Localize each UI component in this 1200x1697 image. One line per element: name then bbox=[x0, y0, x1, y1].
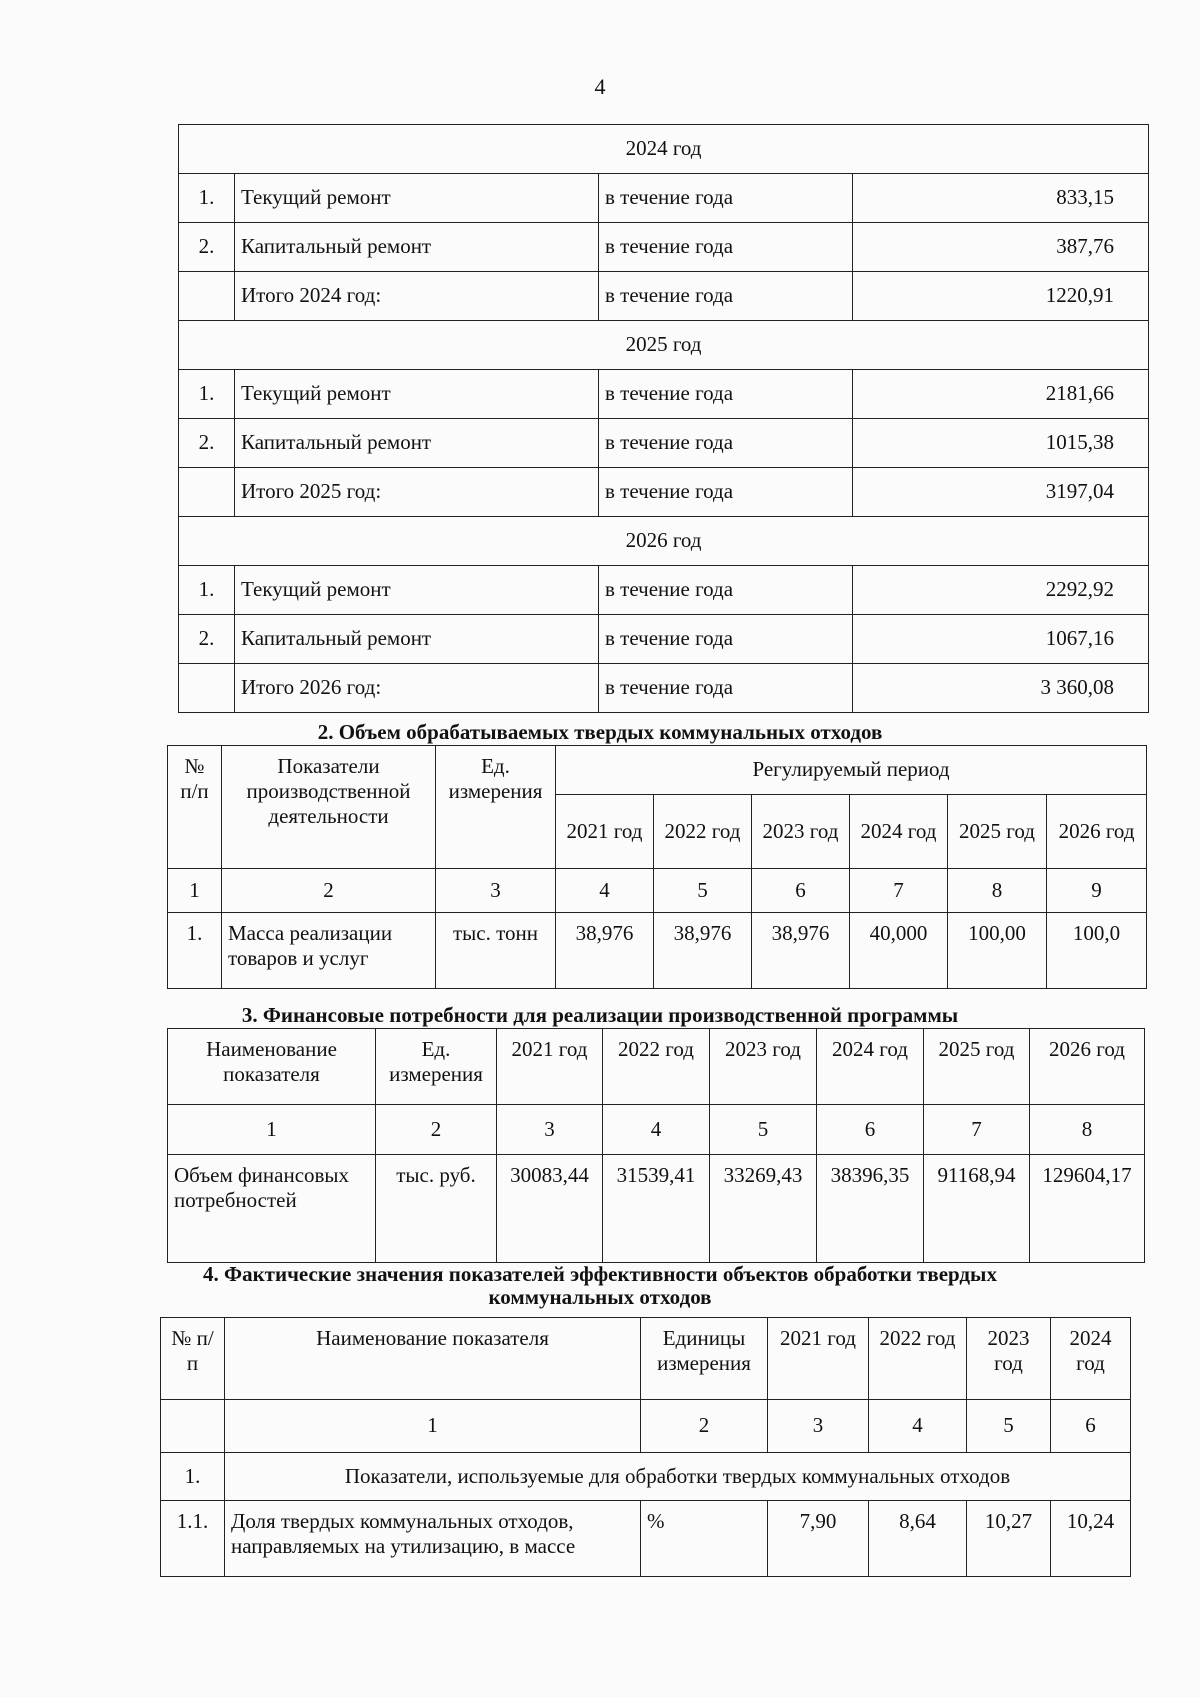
col-number: 5 bbox=[654, 869, 752, 913]
col-number: 2 bbox=[222, 869, 436, 913]
row-value: 38,976 bbox=[654, 913, 752, 989]
row-value: 1015,38 bbox=[853, 419, 1149, 468]
row-number: 2. bbox=[179, 419, 235, 468]
header-year: 2022 год bbox=[603, 1029, 710, 1105]
table-row bbox=[179, 664, 1149, 713]
repair-year-2025 bbox=[179, 321, 1149, 517]
header-indicator: Показатели производственной деятельности bbox=[222, 746, 436, 869]
row-value: 31539,41 bbox=[603, 1155, 710, 1263]
col-number: 8 bbox=[948, 869, 1047, 913]
header-year: 2021 год bbox=[497, 1029, 603, 1105]
header-name: Наименование показателя bbox=[225, 1318, 641, 1400]
row-value: 3197,04 bbox=[853, 468, 1149, 517]
header-year: 2022 год bbox=[654, 795, 752, 869]
col-number: 6 bbox=[1051, 1400, 1131, 1453]
row-name: Текущий ремонт bbox=[235, 174, 599, 223]
row-number: 1. bbox=[179, 566, 235, 615]
col-number: 9 bbox=[1047, 869, 1147, 913]
header-unit: Единицы измерения bbox=[641, 1318, 768, 1400]
row-name: Итого 2025 год: bbox=[235, 468, 599, 517]
col-number: 7 bbox=[924, 1105, 1030, 1155]
row-period: в течение года bbox=[599, 223, 853, 272]
row-name: Капитальный ремонт bbox=[235, 615, 599, 664]
row-value: 2181,66 bbox=[853, 370, 1149, 419]
row-number bbox=[179, 664, 235, 713]
table-row bbox=[179, 615, 1149, 664]
row-name: Текущий ремонт bbox=[235, 370, 599, 419]
volume-table bbox=[167, 745, 1147, 989]
row-unit: % bbox=[641, 1501, 768, 1577]
row-value: 10,24 bbox=[1051, 1501, 1131, 1577]
col-number: 5 bbox=[710, 1105, 817, 1155]
column-numbers-row bbox=[168, 869, 1147, 913]
row-period: в течение года bbox=[599, 566, 853, 615]
header-year: 2025 год bbox=[948, 795, 1047, 869]
col-number: 3 bbox=[768, 1400, 869, 1453]
col-number: 2 bbox=[376, 1105, 497, 1155]
row-value: 2292,92 bbox=[853, 566, 1149, 615]
row-number: 2. bbox=[179, 615, 235, 664]
header-year: 2024 год bbox=[1051, 1318, 1131, 1400]
row-value: 100,00 bbox=[948, 913, 1047, 989]
col-number: 6 bbox=[817, 1105, 924, 1155]
row-period: в течение года bbox=[599, 370, 853, 419]
row-number bbox=[179, 272, 235, 321]
row-name: Капитальный ремонт bbox=[235, 419, 599, 468]
header-unit: Ед. измерения bbox=[436, 746, 556, 869]
section-4-title-line1: 4. Фактические значения показателей эффективности объектов обработки твердых bbox=[203, 1262, 997, 1286]
row-number: 1. bbox=[179, 174, 235, 223]
table-row bbox=[179, 468, 1149, 517]
header-unit: Ед. измерения bbox=[376, 1029, 497, 1105]
col-number: 7 bbox=[850, 869, 948, 913]
row-name: Капитальный ремонт bbox=[235, 223, 599, 272]
row-period: в течение года bbox=[599, 174, 853, 223]
row-value: 1220,91 bbox=[853, 272, 1149, 321]
row-name: Масса реализации товаров и услуг bbox=[222, 913, 436, 989]
year-heading: 2025 год bbox=[179, 321, 1149, 370]
col-number: 5 bbox=[967, 1400, 1051, 1453]
row-number bbox=[179, 468, 235, 517]
table-row bbox=[168, 1155, 1145, 1263]
col-number: 3 bbox=[497, 1105, 603, 1155]
header-year: 2026 год bbox=[1047, 795, 1147, 869]
col-number: 6 bbox=[752, 869, 850, 913]
repair-table bbox=[178, 124, 1149, 713]
section-4-title-line2: коммунальных отходов bbox=[488, 1285, 712, 1310]
row-value: 38,976 bbox=[556, 913, 654, 989]
header-year: 2023 год bbox=[967, 1318, 1051, 1400]
row-value: 3 360,08 bbox=[853, 664, 1149, 713]
header-year: 2022 год bbox=[869, 1318, 967, 1400]
row-unit: тыс. тонн bbox=[436, 913, 556, 989]
col-number: 4 bbox=[603, 1105, 710, 1155]
row-value: 40,000 bbox=[850, 913, 948, 989]
table-row bbox=[161, 1501, 1131, 1577]
column-numbers-row bbox=[168, 1105, 1145, 1155]
section-3-title: 3. Финансовые потребности для реализации производственной программы bbox=[241, 1003, 959, 1027]
row-period: в течение года bbox=[599, 272, 853, 321]
column-numbers-row bbox=[161, 1400, 1131, 1453]
row-period: в течение года bbox=[599, 468, 853, 517]
header-year: 2023 год bbox=[710, 1029, 817, 1105]
header-period: Регулируемый период bbox=[556, 746, 1147, 795]
row-period: в течение года bbox=[599, 419, 853, 468]
year-heading: 2024 год bbox=[179, 125, 1149, 174]
table-row bbox=[168, 913, 1147, 989]
row-unit: тыс. руб. bbox=[376, 1155, 497, 1263]
row-value: 129604,17 bbox=[1030, 1155, 1145, 1263]
row-value: 38396,35 bbox=[817, 1155, 924, 1263]
header-year: 2026 год bbox=[1030, 1029, 1145, 1105]
header-name: Наименование показателя bbox=[168, 1029, 376, 1105]
row-number: 2. bbox=[179, 223, 235, 272]
row-name: Текущий ремонт bbox=[235, 566, 599, 615]
row-value: 91168,94 bbox=[924, 1155, 1030, 1263]
row-value: 7,90 bbox=[768, 1501, 869, 1577]
table-row bbox=[179, 174, 1149, 223]
row-name: Объем финансовых потребностей bbox=[168, 1155, 376, 1263]
table-row bbox=[179, 272, 1149, 321]
row-value: 387,76 bbox=[853, 223, 1149, 272]
row-name: Доля твердых коммунальных отходов, направляемых на утилизацию, в массе bbox=[225, 1501, 641, 1577]
table-row bbox=[179, 566, 1149, 615]
header-year: 2025 год bbox=[924, 1029, 1030, 1105]
row-name: Итого 2024 год: bbox=[235, 272, 599, 321]
header-year: 2021 год bbox=[556, 795, 654, 869]
row-value: 38,976 bbox=[752, 913, 850, 989]
col-number: 4 bbox=[869, 1400, 967, 1453]
row-name: Итого 2026 год: bbox=[235, 664, 599, 713]
header-year: 2024 год bbox=[850, 795, 948, 869]
repair-year-2024 bbox=[179, 125, 1149, 321]
header-year: 2021 год bbox=[768, 1318, 869, 1400]
row-period: в течение года bbox=[599, 615, 853, 664]
header-year: 2024 год bbox=[817, 1029, 924, 1105]
group-label: Показатели, используемые для обработки твердых коммунальных отходов bbox=[225, 1453, 1131, 1501]
col-number: 1 bbox=[168, 1105, 376, 1155]
col-number: 1 bbox=[168, 869, 222, 913]
repair-year-2026 bbox=[179, 517, 1149, 713]
header-num: № п/п bbox=[161, 1318, 225, 1400]
col-number: 8 bbox=[1030, 1105, 1145, 1155]
section-4-title bbox=[0, 1263, 1200, 1309]
header-num: № п/п bbox=[168, 746, 222, 869]
col-number: 2 bbox=[641, 1400, 768, 1453]
row-value: 8,64 bbox=[869, 1501, 967, 1577]
row-number: 1. bbox=[179, 370, 235, 419]
table-row bbox=[179, 223, 1149, 272]
row-value: 33269,43 bbox=[710, 1155, 817, 1263]
group-row bbox=[161, 1453, 1131, 1501]
row-value: 100,0 bbox=[1047, 913, 1147, 989]
row-value: 1067,16 bbox=[853, 615, 1149, 664]
row-value: 30083,44 bbox=[497, 1155, 603, 1263]
page-number: 4 bbox=[594, 74, 606, 99]
row-number: 1.1. bbox=[161, 1501, 225, 1577]
year-heading: 2026 год bbox=[179, 517, 1149, 566]
row-value: 833,15 bbox=[853, 174, 1149, 223]
group-number: 1. bbox=[161, 1453, 225, 1501]
row-period: в течение года bbox=[599, 664, 853, 713]
table-row bbox=[179, 419, 1149, 468]
efficiency-table bbox=[160, 1317, 1131, 1577]
row-value: 10,27 bbox=[967, 1501, 1051, 1577]
col-number: 3 bbox=[436, 869, 556, 913]
col-number: 1 bbox=[225, 1400, 641, 1453]
finance-table bbox=[167, 1028, 1145, 1263]
section-2-title: 2. Объем обрабатываемых твердых коммунальных отходов bbox=[317, 720, 883, 744]
table-row bbox=[179, 370, 1149, 419]
header-year: 2023 год bbox=[752, 795, 850, 869]
row-number: 1. bbox=[168, 913, 222, 989]
col-number: 4 bbox=[556, 869, 654, 913]
